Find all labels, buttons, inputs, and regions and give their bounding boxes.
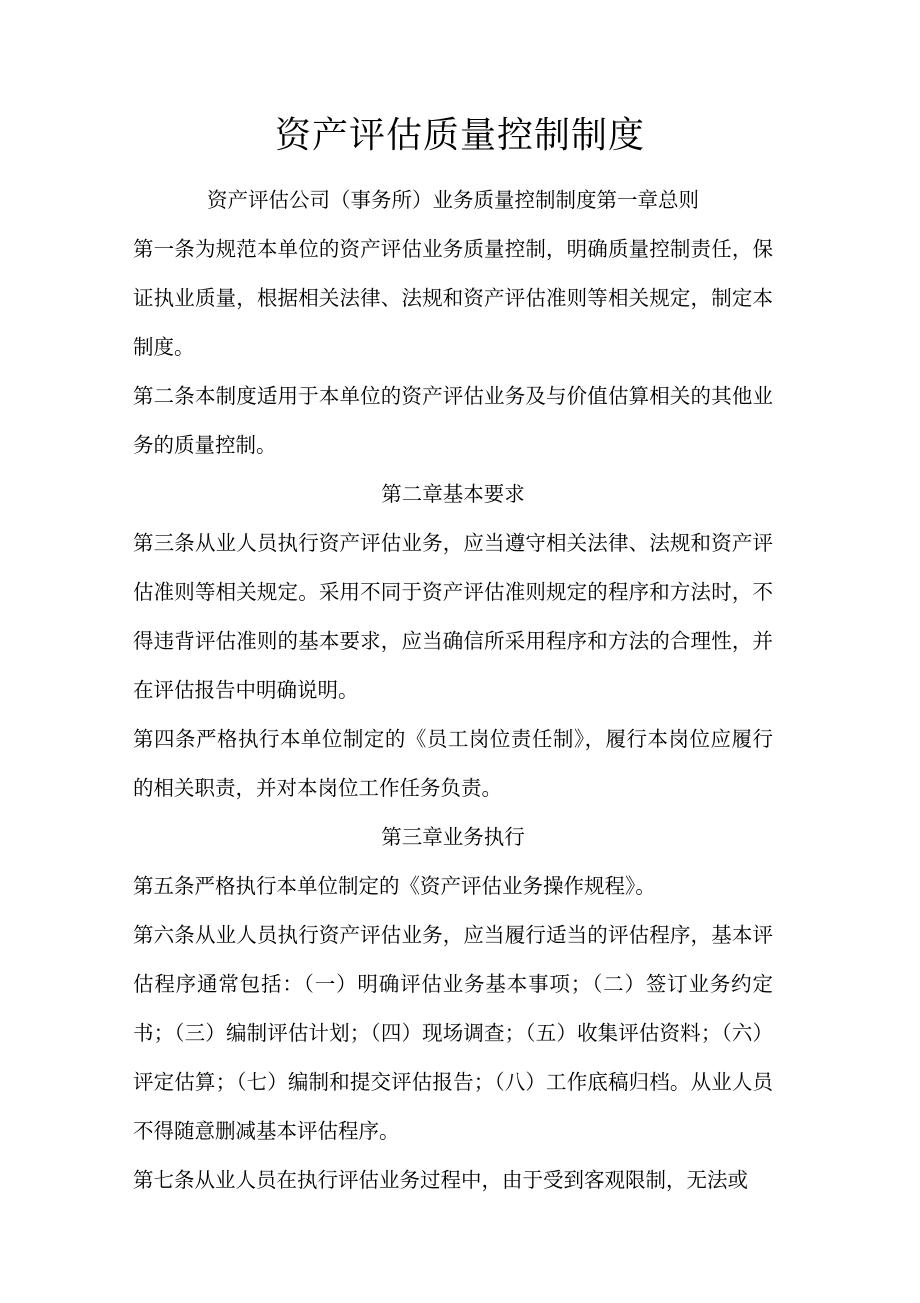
article-7: 第七条从业人员在执行评估业务过程中，由于受到客观限制，无法或 (133, 1168, 748, 1192)
article-5: 第五条严格执行本单位制定的《资产评估业务操作规程》。 (133, 874, 656, 898)
document-body (133, 176, 773, 1205)
chapter-2-heading: 第二章基本要求 (381, 482, 525, 506)
article-4: 第四条严格执行本单位制定的《员工岗位责任制》，履行本岗位应履行的相关职责，并对本岗位工作任务负责。 (133, 727, 773, 800)
article-1: 第一条为规范本单位的资产评估业务质量控制，明确质量控制责任，保证执业质量，根据相关法律、法规和资产评估准则等相关规定，制定本制度。 (133, 237, 773, 359)
document-title: 资产评估质量控制制度 (274, 115, 645, 156)
document-subtitle: 资产评估公司（事务所）业务质量控制制度第一章总则 (207, 188, 699, 212)
article-3: 第三条从业人员执行资产评估业务，应当遵守相关法律、法规和资产评估准则等相关规定。采用不同于资产评估准则规定的程序和方法时，不得违背评估准则的基本要求，应当确信所采用程序和方法的合理性，并在评估报告中明确说明。 (133, 531, 773, 702)
chapter-3-heading: 第三章业务执行 (381, 825, 525, 849)
article-2: 第二条本制度适用于本单位的资产评估业务及与价值估算相关的其他业务的质量控制。 (133, 384, 773, 457)
article-6: 第六条从业人员执行资产评估业务，应当履行适当的评估程序，基本评估程序通常包括：（一）明确评估业务基本事项；（二）签订业务约定书；（三）编制评估计划；（四）现场调查；（五）收集评估资料；（六）评定估算；（七）编制和提交评估报告；（八）工作底稿归档。从业人员不得随意删减基本评估程序。 (133, 923, 773, 1143)
